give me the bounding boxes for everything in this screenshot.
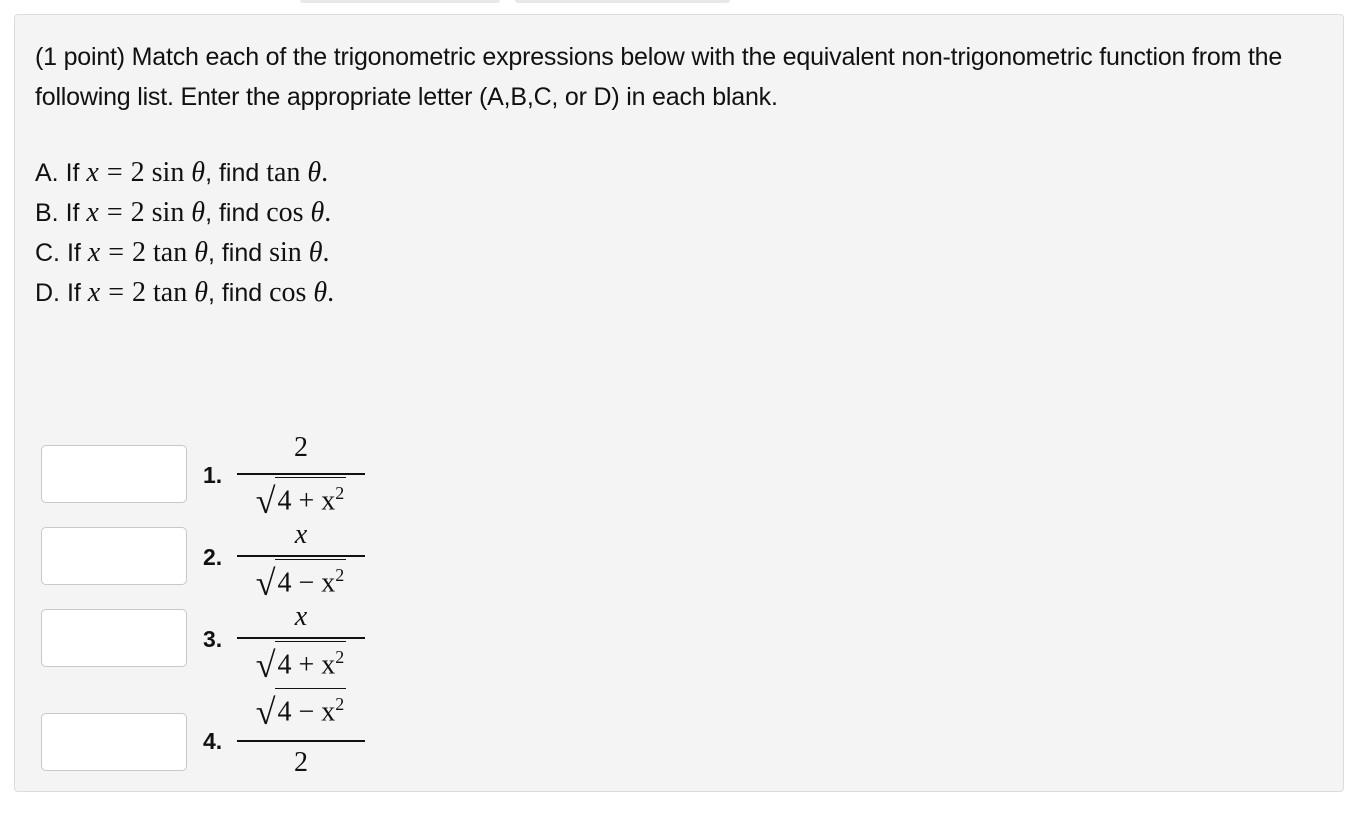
answer-number-2: 2. [203, 544, 223, 570]
radicand: $4 + x^2$ [275, 641, 346, 680]
item-mid: , find [207, 279, 263, 307]
answer-input-2[interactable] [41, 527, 187, 585]
fraction-3 [237, 597, 365, 697]
expression-item-b [35, 193, 334, 233]
item-end: . [324, 197, 332, 228]
sqrt-symbol: √ [255, 692, 276, 732]
item-var: x [87, 237, 101, 268]
item-eq: = [106, 157, 123, 188]
fraction-4-denominator: 2 [294, 747, 308, 778]
problem-prompt: (1 point) Match each of the trigonometric expressions below with the equivalent non-trigonometric function from the following list. Enter the appropriate letter (A,B,C, or D) in each blank. [35, 43, 1283, 111]
item-end: . [322, 237, 330, 268]
item-func: sin [269, 237, 302, 268]
item-theta2: θ [307, 157, 322, 188]
item-var: x [87, 277, 101, 308]
fraction-3-numerator: x [294, 601, 308, 632]
top-tab-right [515, 0, 730, 3]
item-func: cos [269, 277, 307, 308]
answer-input-4[interactable] [41, 713, 187, 771]
fraction-2-denominator [237, 558, 365, 603]
radicand: $4 - x^2$ [275, 688, 346, 727]
item-mid: , find [205, 159, 260, 187]
item-func: cos [266, 197, 304, 228]
expression-item-c [35, 233, 334, 273]
item-theta2: θ [308, 237, 323, 268]
expression-item-d [35, 273, 334, 313]
item-var: x [86, 157, 99, 188]
answer-number-4: 4. [203, 728, 223, 754]
expression-list [35, 153, 334, 313]
item-var: x [86, 197, 99, 228]
item-label: D. If [35, 279, 81, 307]
item-mid: , find [207, 239, 263, 267]
item-theta: θ [194, 277, 208, 308]
fraction-4-bar [237, 740, 365, 742]
item-label: C. If [35, 239, 81, 267]
answer-input-1[interactable] [41, 445, 187, 503]
answer-input-3[interactable] [41, 609, 187, 667]
fraction-1-numerator: 2 [294, 432, 308, 463]
item-eq: = [108, 237, 125, 268]
fraction-1-bar [237, 473, 365, 475]
item-expr: 2 tan [132, 237, 188, 268]
item-theta2: θ [313, 277, 328, 308]
item-end: . [321, 157, 329, 188]
item-label: A. If [35, 159, 80, 187]
item-theta: θ [191, 157, 206, 188]
fraction-2-bar [237, 555, 365, 557]
fraction-2-numerator: x [294, 519, 308, 550]
radicand: $4 - x^2$ [275, 559, 346, 598]
sqrt-symbol: √ [255, 645, 276, 685]
item-eq: = [108, 277, 125, 308]
item-theta: θ [191, 197, 206, 228]
item-expr: 2 sin [130, 157, 185, 188]
item-func: tan [266, 157, 301, 188]
fraction-3-denominator [237, 640, 365, 685]
item-theta2: θ [310, 197, 325, 228]
problem-panel [14, 14, 1344, 792]
fraction-3-bar [237, 637, 365, 639]
answer-number-1: 1. [203, 462, 223, 488]
item-mid: , find [205, 199, 260, 227]
expression-item-a [35, 153, 334, 193]
item-label: B. If [35, 199, 80, 227]
item-eq: = [106, 197, 123, 228]
fraction-1-denominator [237, 476, 365, 521]
top-tab-left [300, 0, 500, 3]
item-expr: 2 sin [130, 197, 185, 228]
item-theta: θ [194, 237, 208, 268]
item-expr: 2 tan [132, 277, 188, 308]
answer-number-3: 3. [203, 626, 223, 652]
item-end: . [327, 277, 335, 308]
fraction-4-numerator [237, 687, 365, 732]
sqrt-symbol: √ [255, 481, 276, 521]
radicand: $4 + x^2$ [275, 477, 346, 516]
sqrt-symbol: √ [255, 563, 276, 603]
fraction-4 [237, 687, 365, 787]
